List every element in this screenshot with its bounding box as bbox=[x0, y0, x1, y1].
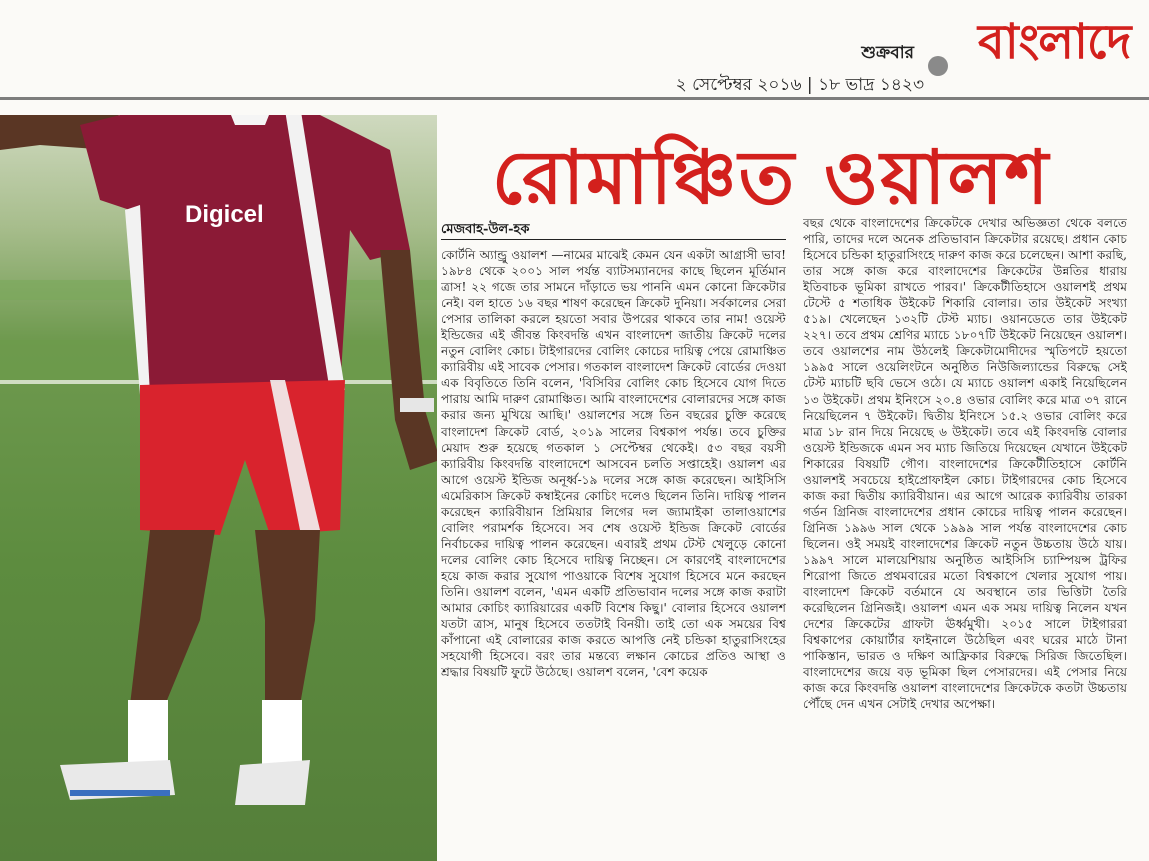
byline-rule bbox=[441, 239, 786, 240]
column-1-text: কোর্টনি অ্যান্ড্রু ওয়ালশ —নামের মাঝেই কেমন যেন একটা আগ্রাসী ভাব! ১৯৮৪ থেকে ২০০১ সাল পর্যন্ত ব্যাটসম্যানদের কাছে ছিলেন মূর্তিমান ত্রাস! ২২ গজে তার সামনে দাঁড়াতে ভয় পাননি এমন কোনো ক্রিকেটার নেই। বল হাতে ১৬ বছর শাষণ করেছেন ক্রিকেট দুনিয়া। সর্বকালের সেরা পেসার তালিকা করলে হয়তো সবার উপরের থাকবে তার নাম! ওয়েস্ট ইন্ডিজের এই জীবন্ত কিংবদন্তি এখন বাংলাদেশ জাতীয় ক্রিকেট দলের নতুন বোলিং কোচ। টাইগারদের বোলিং কোচের দায়িত্ব পেয়ে রোমাঞ্চিত ক্যারিবীয় এই সাবেক পেসার। গতকাল বাংলাদেশ ক্রিকেট বোর্ডের দেওয়া এক বিবৃতিতে তিনি বলেন, 'বিসিবির বোলিং কোচ হিসেবে যোগ দিতে পারায় আমি দারুণ রোমাঞ্চিত। আমি বাংলাদেশের বোলারদের সঙ্গে কাজ করার জন্য মুখিয়ে আছি।' ওয়ালশের সঙ্গে তিন বছরের চুক্তি করেছে বাংলাদেশ ক্রিকেট বোর্ড, ২০১৯ সালের বিশ্বকাপ পর্যন্ত। তবে চুক্তির মেয়াদ শুরু হয়েছে গতকাল ১ সেপ্টেম্বর থেকেই। ৫৩ বছর বয়সী ক্যারিবীয় কিংবদন্তি বাংলাদেশে আসবেন চলতি সপ্তাহেই। ওয়ালশ এর আগে ওয়েস্ট ইন্ডিজ অনূর্ধ্ব-১৯ দলের সঙ্গে কাজ করেছেন। আইসিসি এমেরিকাস ক্রিকেট কম্বাইনের কোচিং দলেও ছিলেন তিনি। দায়িত্ব পালন করেছেন ক্যারিবীয়ান প্রিমিয়ার লিগের দল জ্যামাইকা তালাওয়াশের বোলিং পরামর্শক হিসেবে। সব শেষ ওয়েস্ট ইন্ডিজ ক্রিকেট বোর্ডের নির্বাচকের দায়িত্ব পালন করেছেন। এবারই প্রথম টেস্ট খেলুড়ে কোনো দলের বোলিং কোচ হিসেবে দায়িত্ব নিচ্ছেন। সে কারণেই বাংলাদেশের হয়ে কাজ করার সুযোগ পাওয়াকে বিশেষ সুযোগ হিসেবে মনে করছেন তিনি। ওয়ালশ বলেন, 'এমন একটি প্রতিভাবান দলের সঙ্গে কাজ করাটা আমার কোচিং ক্যারিয়ারের একটি বিশেষ কিছু।' বোলার হিসেবে ওয়ালশ যতটা ত্রাস, মানুষ হিসেবে ততটাই বিনয়ী। তাই তো এক সময়ের বিশ্ব কাঁপানো এই বোলারের কাজ করতে আপত্তি নেই চন্ডিকা হাতুরাসিংহের সহযোগী হিসেবে। বরং তার মন্তব্যে লক্ষান কোচের প্রতিও আস্থা ও শ্রদ্ধার বিষয়টি ফুটে উঠেছে। ওয়ালশ বলেন, 'বেশ কয়েক bbox=[441, 248, 786, 680]
masthead-dot bbox=[928, 56, 948, 76]
masthead-day: শুক্রবার bbox=[861, 43, 914, 63]
article-column-1 bbox=[441, 247, 786, 853]
headline: রোমাঞ্চিত ওয়ালশ bbox=[492, 135, 1051, 221]
shirt-logo-text: Digicel bbox=[185, 201, 264, 228]
section-title: বাংলাদে bbox=[978, 14, 1131, 70]
article-column-2 bbox=[803, 215, 1127, 857]
masthead-date: ২ সেপ্টেম্বর ২০১৬ | ১৮ ভাদ্র ১৪২৩ bbox=[675, 75, 924, 95]
article-photo bbox=[0, 115, 437, 861]
byline: মেজবাহ-উল-হক bbox=[441, 222, 530, 237]
masthead-rule bbox=[0, 97, 1149, 100]
column-2-text: বছর থেকে বাংলাদেশের ক্রিকেটকে দেখার অভিজ্ঞতা থেকে বলতে পারি, তাদের দলে অনেক প্রতিভাবান ক্রিকেটার রয়েছে। প্রধান কোচ হিসেবে চন্ডিকা হাতুরাসিংহে দারুণ কাজ করে চলেছেন। আশা করছি, তার সঙ্গে কাজ করে বাংলাদেশের ক্রিকেটের উন্নতির ধারায় ইতিবাচক ভূমিকা রাখতে পারব।' ক্রিকেটীতিহাসে ওয়ালশই প্রথম টেস্টে ৫ শতাধিক উইকেট শিকারি বোলার। তার উইকেট সংখ্যা ৫১৯। খেলেছেন ১৩২টি টেস্ট ম্যাচ। ওয়ানডেতে তার উইকেট ২২৭। তবে প্রথম শ্রেণির ম্যাচে ১৮০৭টি উইকেট নিয়েছেন ওয়ালশ। তবে ওয়ালশের নাম উঠলেই ক্রিকেটামোদীদের স্মৃতিপটে হয়তো ১৯৯৫ সালে ওয়েলিংটনে অনুষ্ঠিত নিউজিল্যান্ডের বিরুদ্ধে সেই টেস্ট ম্যাচটি ছবি ভেসে ওঠে। যে ম্যাচে ওয়ালশ একাই নিয়েছিলেন ১৩ উইকেট। প্রথম ইনিংসে ২০.৪ ওভার বোলিং করে মাত্র ৩৭ রানে নিয়েছিলেন ৭ উইকেট। দ্বিতীয় ইনিংসে ১৫.২ ওভার বোলিং করে মাত্র ১৮ রান দিয়ে নিয়েছে ৬ উইকেট। তবে এই কিংবদন্তি বোলার ওয়েস্ট ইন্ডিজকে এমন সব ম্যাচ জিতিয়ে দিয়েছেন যেখানে উইকেট শিকারের বিষয়টি গৌণ। বাংলাদেশের ক্রিকেটীতিহাসে কোর্টনি ওয়ালশই সবচেয়ে হাইপ্রোফাইল কোচ। টাইগারদের কোচ হিসেবে কাজ করা দ্বিতীয় ক্যারিবীয়ান। এর আগে আরেক ক্যারিবীয় তারকা গর্ডন গ্রিনিজ বাংলাদেশের প্রধান কোচের দায়িত্ব পালন করেছেন। গ্রিনিজ ১৯৯৬ সাল থেকে ১৯৯৯ সাল পর্যন্ত বাংলাদেশের কোচ ছিলেন। ওই সময়ই বাংলাদেশের ক্রিকেট নতুন উচ্চতায় উঠে যায়। ১৯৯৭ সালে মালয়েশিয়ায় অনুষ্ঠিত আইসিসি চ্যাম্পিয়ন্স ট্রফির শিরোপা জিতে প্রথমবারের মতো বিশ্বকাপে খেলার সুযোগ পায়। বাংলাদেশ ক্রিকেট বর্তমানে যে অবস্থানে তার ভিত্তিটা তৈরি করেছিলেন গ্রিনিজই। ওয়ালশ এমন এক সময় দায়িত্ব নিলেন যখন দেশের ক্রিকেটের গ্রাফটা ঊর্ধ্বমুখী। ২০১৫ সালে টাইগাররা বিশ্বকাপের কোয়ার্টার ফাইনালে উঠেছিল এবং ঘরের মাঠে টানা পাকিস্তান, ভারত ও দক্ষিণ আফ্রিকার বিরুদ্ধে সিরিজ জিতেছিল। বাংলাদেশের জয়ে বড় ভূমিকা ছিল পেসারদের। এই পেসার নিয়ে কাজ করে কিংবদন্তি ওয়ালশ বাংলাদেশের ক্রিকেটকে কতটা উচ্চতায় পৌঁছে দেন এখন সেটাই দেখার অপেক্ষা। bbox=[803, 216, 1127, 712]
